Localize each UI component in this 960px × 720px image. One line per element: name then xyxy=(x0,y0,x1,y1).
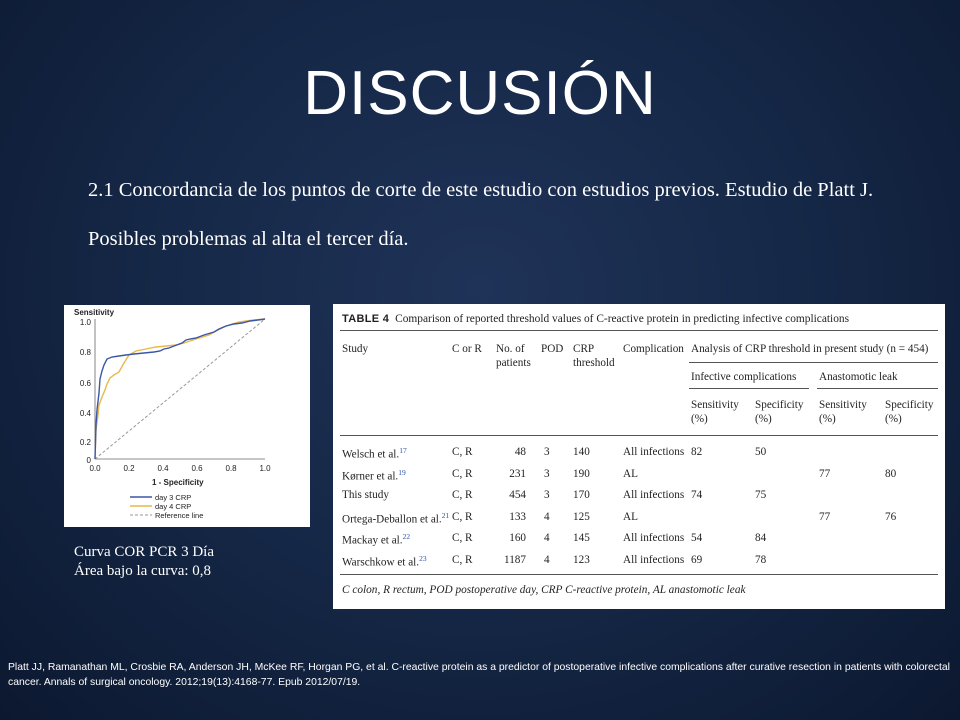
table-cell-n xyxy=(496,511,526,523)
cell-text: 78 xyxy=(755,554,767,566)
table-cell-ispec xyxy=(755,446,766,458)
table-cell-comp xyxy=(623,468,638,480)
cell-text: 4 xyxy=(544,554,550,566)
cell-text: 1187 xyxy=(504,554,526,566)
citation-superscript[interactable]: 22 xyxy=(402,532,411,542)
cell-text: 170 xyxy=(573,489,590,502)
cell-text: 123 xyxy=(573,554,590,566)
inf-spec-pct: (%) xyxy=(755,413,772,425)
cell-text: 133 xyxy=(509,510,526,523)
cell-text: Ortega-Deballon et al. xyxy=(342,513,442,526)
cell-text: 160 xyxy=(509,532,526,545)
header-patients xyxy=(496,342,531,370)
table-cell-study xyxy=(342,489,389,501)
cell-text: C, R xyxy=(452,467,473,480)
table-cell-comp xyxy=(623,446,684,458)
table-label: TABLE 4 xyxy=(342,313,390,325)
table-cell-ispec xyxy=(755,554,766,566)
citation-superscript[interactable]: 21 xyxy=(441,510,450,520)
header-anastomotic: Anastomotic leak xyxy=(819,371,898,383)
table-cell-cr xyxy=(452,468,473,480)
cell-text: 190 xyxy=(573,467,590,480)
cell-text: Mackay et al. xyxy=(342,535,403,548)
cell-text: 76 xyxy=(885,510,897,523)
table-cell-cr xyxy=(452,532,473,544)
table-title: Comparison of reported threshold values of C-reactive protein in predicting infective complications xyxy=(395,313,850,325)
al-sens-label: Sensitivity xyxy=(819,399,867,411)
table-cell-crp xyxy=(573,446,590,458)
table-cell-pod xyxy=(544,489,550,501)
roc-ytick: 1.0 xyxy=(79,318,91,327)
al-sens-pct: (%) xyxy=(819,413,836,425)
table-cell-comp xyxy=(623,511,638,523)
table-cell-comp xyxy=(623,532,684,544)
infective-rule xyxy=(689,388,809,389)
cell-text: C, R xyxy=(452,446,473,458)
text-block xyxy=(88,176,928,274)
roc-ytick: 0.4 xyxy=(79,409,91,418)
cell-text: 4 xyxy=(544,510,550,523)
table-cell-pod xyxy=(544,468,550,480)
table-cell-is xyxy=(691,554,702,566)
roc-ytick: 0.8 xyxy=(79,348,91,357)
slide-title: DISCUSIÓN xyxy=(303,59,657,128)
cell-text: C, R xyxy=(452,489,473,502)
cell-text: 84 xyxy=(755,532,767,545)
table-cell-n xyxy=(496,446,526,458)
cell-text: 50 xyxy=(755,446,767,458)
cell-text: C, R xyxy=(452,554,473,566)
header-infective: Infective complications xyxy=(691,371,797,383)
table-cell-as xyxy=(819,468,830,480)
cell-text: 145 xyxy=(573,532,590,545)
table-cell-crp xyxy=(573,532,590,544)
roc-caption-line1: Curva COR PCR 3 Día xyxy=(74,544,215,560)
cell-text: 125 xyxy=(573,510,590,523)
header-al-spec xyxy=(885,398,933,426)
cell-text: Warschkow et al. xyxy=(342,556,420,569)
roc-chart xyxy=(64,305,310,527)
header-c-or-r: C or R xyxy=(452,343,482,355)
table-cell-n xyxy=(496,554,526,566)
header-bottom-rule xyxy=(340,435,938,436)
table-cell-pod xyxy=(544,532,550,544)
header-pod: POD xyxy=(541,343,564,355)
table-cell-study xyxy=(342,554,427,569)
cell-text: 69 xyxy=(691,554,703,566)
cell-text: Welsch et al. xyxy=(342,448,400,461)
cell-text: 80 xyxy=(885,467,897,480)
table-cell-study xyxy=(342,532,410,547)
header-patients-2: patients xyxy=(496,357,531,369)
table-cell-aspec xyxy=(885,468,896,480)
table-cell-comp xyxy=(623,554,684,566)
cell-text: 4 xyxy=(544,532,550,545)
table-cell-cr xyxy=(452,554,473,566)
table-cell-crp xyxy=(573,489,590,501)
cell-text: 3 xyxy=(544,446,550,458)
cell-text: 74 xyxy=(691,489,703,502)
header-patients-1: No. of xyxy=(496,343,525,355)
header-inf-spec xyxy=(755,398,803,426)
table-bottom-rule xyxy=(340,574,938,575)
table-cell-cr xyxy=(452,489,473,501)
analysis-rule xyxy=(689,362,938,363)
table-caption xyxy=(342,313,849,325)
table-cell-crp xyxy=(573,511,590,523)
roc-xtick: 0.6 xyxy=(191,464,203,473)
table-cell-n xyxy=(496,468,526,480)
roc-xlabel: 1 - Specificity xyxy=(152,478,204,487)
roc-ylabel: Sensitivity xyxy=(74,308,115,317)
roc-y-ticks xyxy=(80,318,92,465)
citation-superscript[interactable]: 23 xyxy=(419,554,427,563)
header-analysis: Analysis of CRP threshold in present study (n = 454) xyxy=(691,343,929,355)
cell-text: All infections xyxy=(623,489,685,502)
table-cell-ispec xyxy=(755,489,766,501)
table-cell-study xyxy=(342,468,406,483)
cell-text: All infections xyxy=(623,532,685,545)
table-figure xyxy=(333,304,945,609)
header-inf-sens xyxy=(691,398,739,426)
cell-text: 48 xyxy=(514,446,526,458)
cell-text: 82 xyxy=(691,446,703,458)
table-cell-crp xyxy=(573,468,590,480)
roc-xtick: 0.8 xyxy=(225,464,237,473)
cell-text: 454 xyxy=(509,489,526,502)
table-cell-n xyxy=(496,489,526,501)
anastomotic-rule xyxy=(817,388,938,389)
roc-xtick: 1.0 xyxy=(259,464,271,473)
roc-xtick: 0.0 xyxy=(89,464,101,473)
al-spec-pct: (%) xyxy=(885,413,902,425)
roc-caption-line2: Área bajo la curva: 0,8 xyxy=(74,563,212,579)
paragraph-concordancia: 2.1 Concordancia de los puntos de corte de este estudio con estudios previos. Estudio de Platt J. xyxy=(88,179,874,201)
table-cell-comp xyxy=(623,489,684,501)
table-cell-is xyxy=(691,532,702,544)
table-cell-is xyxy=(691,489,702,501)
roc-ytick: 0.2 xyxy=(79,438,91,447)
legend-ref-label: Reference line xyxy=(155,511,204,520)
table-cell-pod xyxy=(544,446,550,458)
cell-text: 231 xyxy=(509,467,526,480)
cell-text: Kørner et al. xyxy=(342,470,399,483)
inf-spec-label: Specificity xyxy=(755,399,804,411)
cell-text: 77 xyxy=(819,510,831,523)
cell-text: 75 xyxy=(755,489,767,502)
cell-text: All infections xyxy=(623,446,685,458)
header-crp-1: CRP xyxy=(573,343,595,355)
citation-superscript[interactable]: 17 xyxy=(399,446,407,455)
table-cell-n xyxy=(496,532,526,544)
header-complication: Complication xyxy=(623,343,684,355)
roc-reference-line xyxy=(95,319,265,459)
header-study: Study xyxy=(342,343,369,355)
cell-text: AL xyxy=(623,467,638,480)
cell-text: 140 xyxy=(573,446,590,458)
citation-superscript[interactable]: 19 xyxy=(398,467,406,477)
table-cell-cr xyxy=(452,511,473,523)
table-cell-cr xyxy=(452,446,473,458)
cell-text: C, R xyxy=(452,510,473,523)
table-cell-is xyxy=(691,446,702,458)
roc-xtick: 0.2 xyxy=(123,464,135,473)
table-footnote: C colon, R rectum, POD postoperative day, CRP C-reactive protein, AL anastomotic leak xyxy=(342,584,746,596)
roc-caption xyxy=(74,543,214,581)
table-cell-ispec xyxy=(755,532,766,544)
table-cell-pod xyxy=(544,511,550,523)
table-top-rule xyxy=(340,330,938,331)
al-spec-label: Specificity xyxy=(885,399,934,411)
paragraph-problemas: Posibles problemas al alta el tercer día. xyxy=(88,228,409,250)
header-al-sens xyxy=(819,398,867,426)
cell-text: This study xyxy=(342,489,389,502)
roc-x-ticks xyxy=(89,464,271,473)
roc-curve-figure xyxy=(64,305,310,527)
table-cell-study xyxy=(342,511,449,526)
inf-sens-pct: (%) xyxy=(691,413,708,425)
header-crp xyxy=(573,342,615,370)
table-cell-pod xyxy=(544,554,550,566)
table-cell-study xyxy=(342,446,407,461)
roc-ytick: 0.6 xyxy=(79,379,91,388)
table-cell-as xyxy=(819,511,830,523)
reference-citation: Platt JJ, Ramanathan ML, Crosbie RA, Anderson JH, McKee RF, Horgan PG, et al. C-reactive protein as a predictor of postoperative infective complications after curative resection in patients with colorectal cancer. Annals of surgical oncology. 2012;19(13):4168-77. Epub 2012/07/19. xyxy=(8,662,950,688)
legend-day3-label: day 3 CRP xyxy=(155,493,192,502)
cell-text: 54 xyxy=(691,532,703,545)
cell-text: 77 xyxy=(819,467,831,480)
cell-text: All infections xyxy=(623,554,685,566)
header-crp-2: threshold xyxy=(573,357,615,369)
roc-ytick: 0 xyxy=(86,456,91,465)
cell-text: AL xyxy=(623,510,638,523)
legend-day4-label: day 4 CRP xyxy=(155,502,192,511)
roc-legend xyxy=(130,493,203,520)
roc-xtick: 0.4 xyxy=(157,464,169,473)
table-cell-crp xyxy=(573,554,590,566)
cell-text: C, R xyxy=(452,532,473,545)
inf-sens-label: Sensitivity xyxy=(691,399,739,411)
table-cell-aspec xyxy=(885,511,896,523)
cell-text: 3 xyxy=(544,467,550,480)
cell-text: 3 xyxy=(544,489,550,502)
